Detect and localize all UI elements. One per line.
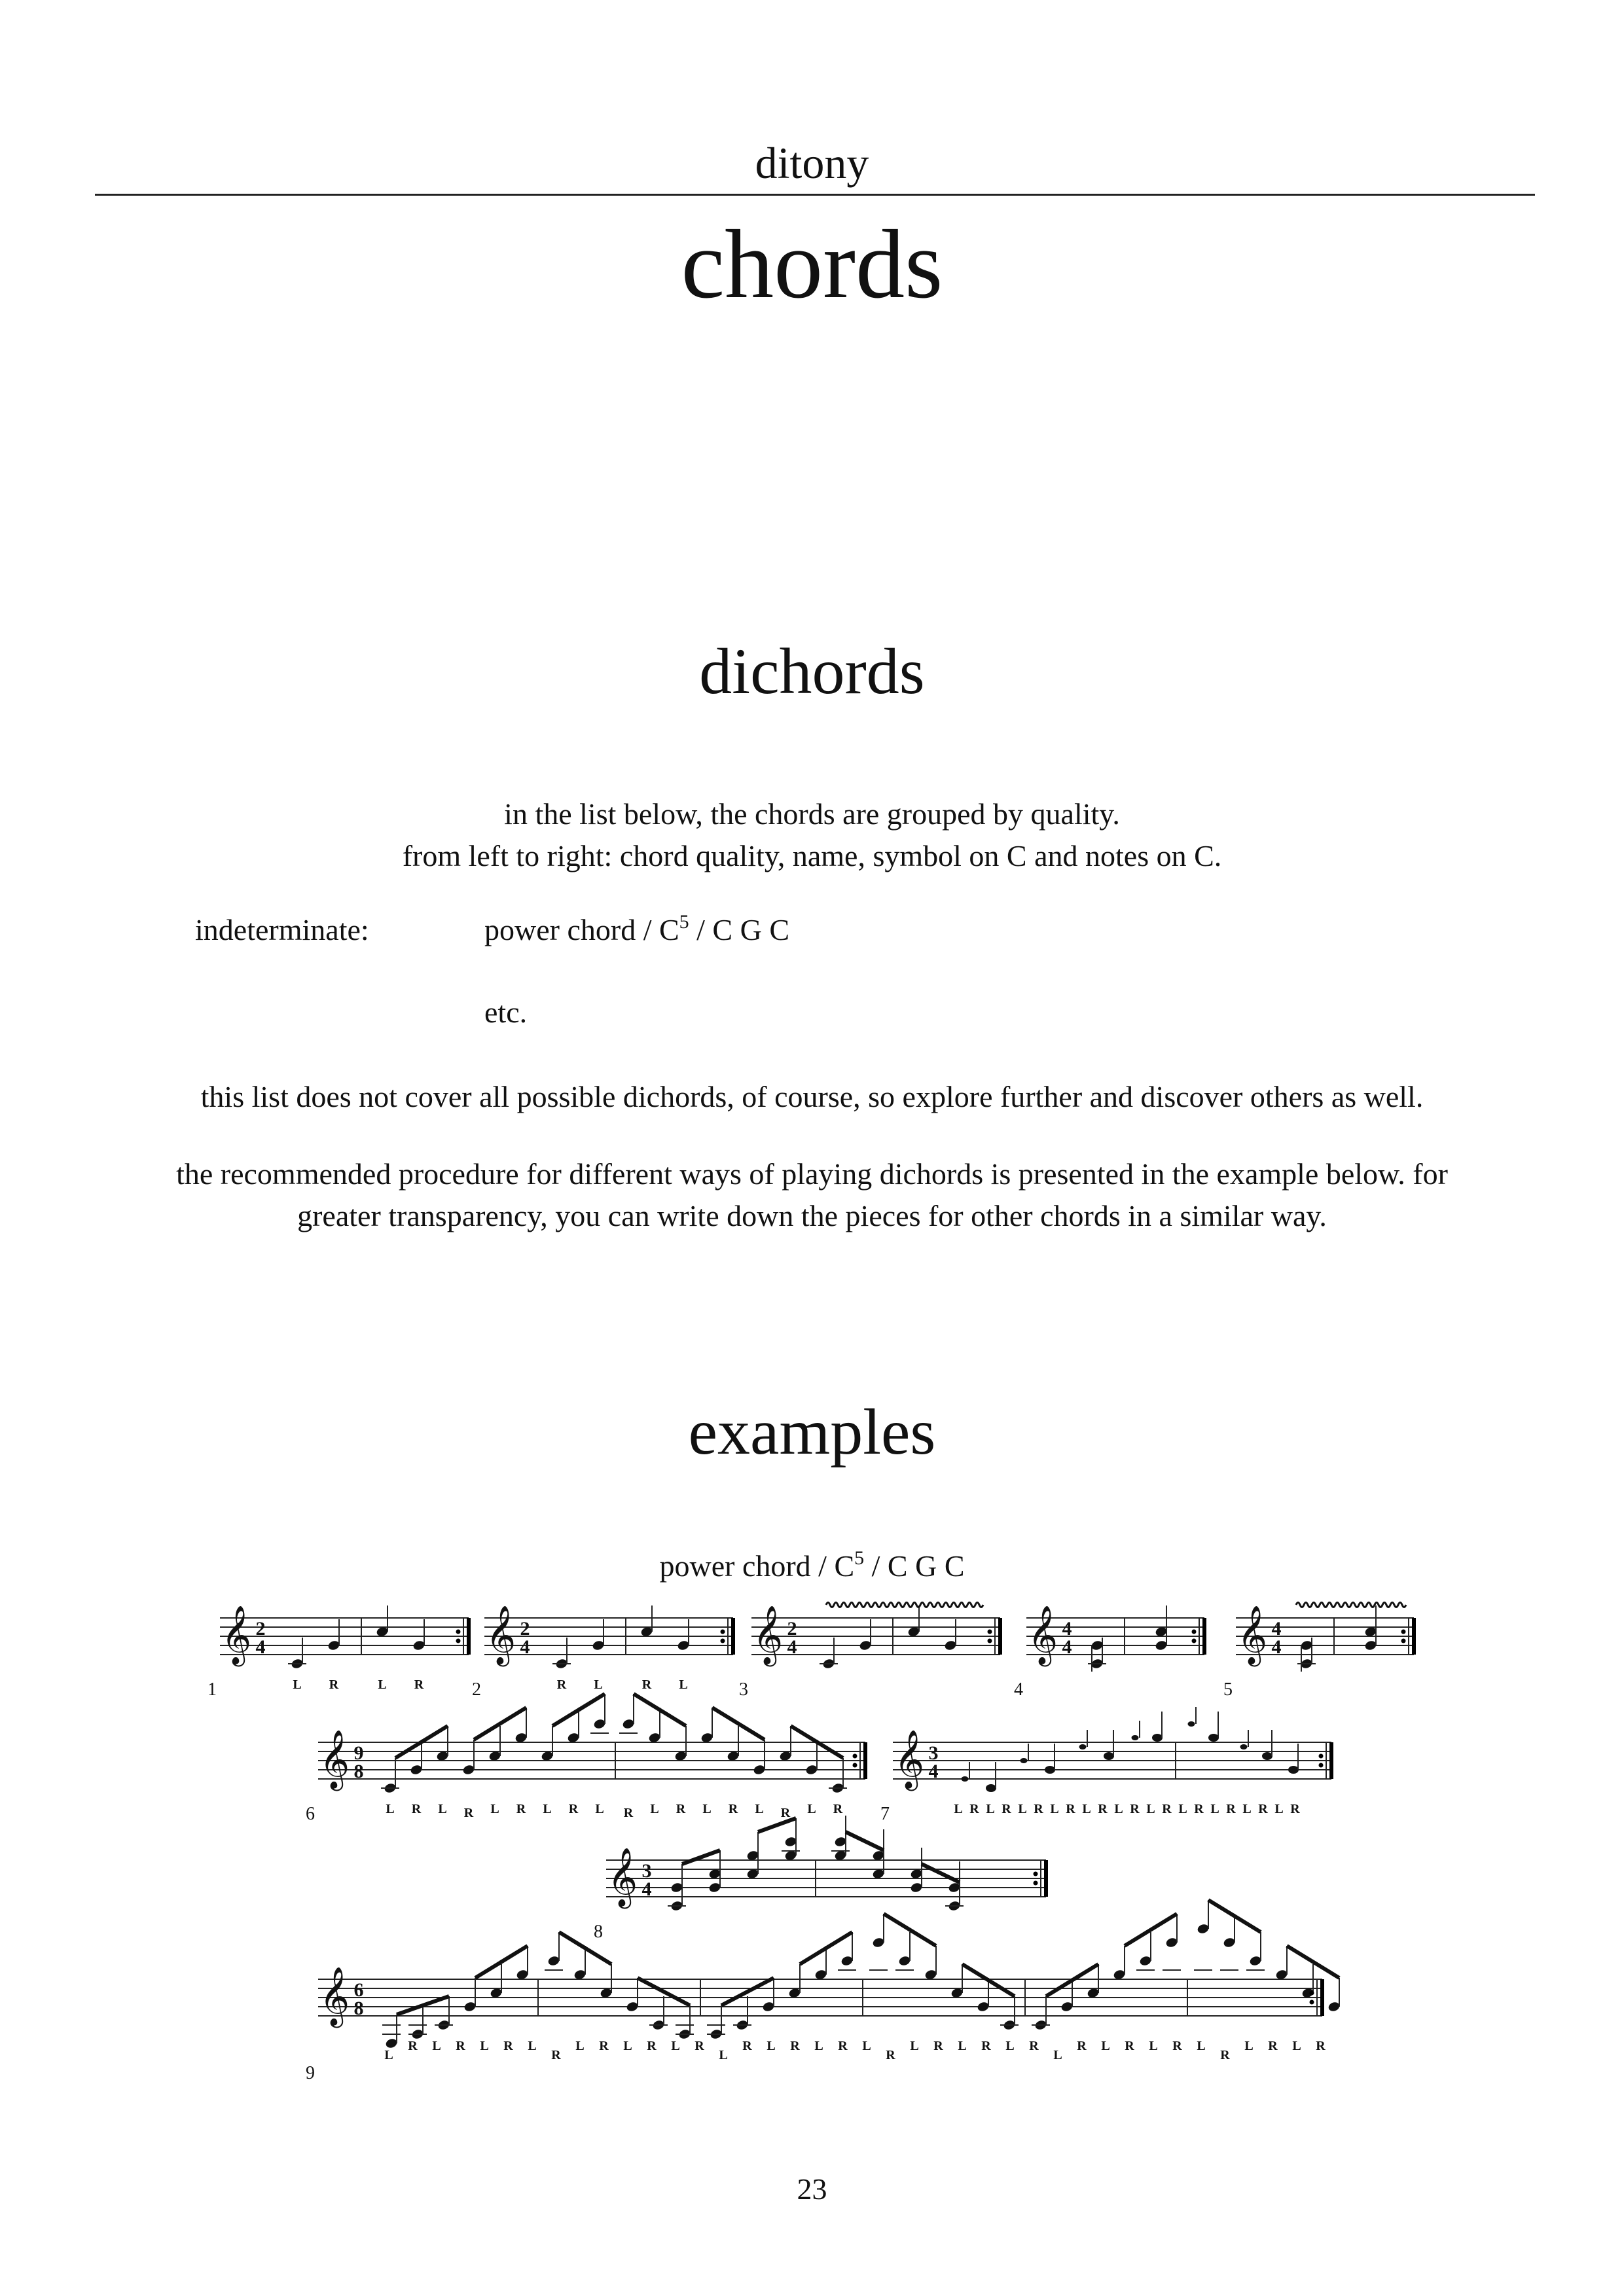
sticking-letter: R [1268, 2039, 1278, 2053]
sticking-letter: L [1005, 2039, 1015, 2053]
example-number: 9 [306, 2063, 315, 2083]
sticking-letter: L [575, 2039, 585, 2053]
chord-name: power chord / C [484, 913, 679, 946]
sticking-letter: L [623, 2039, 632, 2053]
sticking-letter: L [438, 1802, 447, 1816]
chord-quality: indeterminate: [195, 913, 369, 946]
treble-clef-icon: 𝄞 [753, 1605, 784, 1664]
sticking-letter: L [910, 2039, 919, 2053]
sticking-letter: L [386, 1802, 395, 1816]
sticking-letter: R [516, 1802, 526, 1816]
time-signature-bottom: 8 [353, 1998, 364, 2019]
sticking-letter: R [790, 2039, 800, 2053]
time-signature-top: 2 [520, 1618, 530, 1640]
time-signature-bottom: 4 [520, 1636, 530, 1658]
notehead [1208, 1734, 1219, 1742]
intro-line: from left to right: chord quality, name, symbol on C and notes on C. [402, 839, 1222, 872]
grace-note [1079, 1744, 1087, 1749]
sticking-letter: L [862, 2039, 871, 2053]
sticking-letter: R [1098, 1802, 1108, 1816]
sticking-letter: R [329, 1677, 339, 1692]
chord-entry [484, 912, 789, 947]
sticking-letter: R [647, 2039, 657, 2053]
time-signature-top: 3 [641, 1860, 652, 1882]
sticking-letter: R [1077, 2039, 1087, 2053]
sticking-letter: R [568, 1802, 579, 1816]
sticking-letter: L [755, 1802, 764, 1816]
notehead [1045, 1766, 1055, 1774]
time-signature-top: 9 [353, 1742, 364, 1764]
example-number: 5 [1223, 1679, 1233, 1700]
sticking-letter: L [490, 1802, 499, 1816]
etc-text: etc. [484, 996, 528, 1029]
sticking-letter: R [641, 1677, 652, 1692]
time-signature-top: 4 [1271, 1618, 1282, 1640]
sticking-letter: R [676, 1802, 686, 1816]
sticking-letter: R [1130, 1802, 1140, 1816]
sticking-letter: R [1029, 2039, 1039, 2053]
sticking-letter: L [543, 1802, 552, 1816]
procedure-note [0, 1153, 1624, 1237]
sticking-letter: R [1290, 1802, 1300, 1816]
example-number: 2 [472, 1679, 481, 1700]
treble-clef-icon: 𝄞 [894, 1730, 925, 1789]
intro-line: in the list below, the chords are grouped by quality. [504, 797, 1120, 831]
chord-notes: / C G C [689, 913, 790, 946]
sticking-letter: R [742, 2039, 752, 2053]
sticking-letter: R [1220, 2048, 1230, 2062]
example-number: 3 [739, 1679, 748, 1700]
sticking-letter: L [1210, 1802, 1219, 1816]
notehead [1104, 1752, 1114, 1760]
sticking-letter: L [595, 1802, 604, 1816]
example-number: 8 [594, 1922, 603, 1942]
sticking-letter: R [886, 2048, 895, 2062]
notehead [1152, 1734, 1163, 1742]
sticking-letter: R [463, 1806, 474, 1820]
sticking-letter: R [933, 2039, 943, 2053]
sticking-letter: L [954, 1802, 963, 1816]
grace-note [1240, 1744, 1248, 1749]
sticking-letter: L [1114, 1802, 1123, 1816]
header-rule [95, 194, 1535, 196]
sticking-letter: R [728, 1802, 738, 1816]
grace-note [1188, 1721, 1195, 1727]
notehead [1288, 1766, 1299, 1774]
sticking-letter: L [1050, 1802, 1059, 1816]
music-score [0, 1577, 1624, 2166]
sticking-letter: L [807, 1802, 816, 1816]
running-title: ditony [755, 138, 869, 188]
sticking-letter: L [1053, 2048, 1062, 2062]
sticking-letter: R [414, 1677, 424, 1692]
sticking-letter: L [1146, 1802, 1155, 1816]
sticking-letter: R [556, 1677, 567, 1692]
time-signature-bottom: 4 [1062, 1636, 1072, 1658]
treble-clef-icon: 𝄞 [319, 1967, 350, 2026]
caption-notes: / C G C [864, 1549, 965, 1583]
sticking-letter: L [378, 1677, 387, 1692]
sticking-letter: L [1018, 1802, 1027, 1816]
section-heading-examples: examples [688, 1395, 936, 1468]
treble-clef-icon: 𝄞 [486, 1605, 516, 1664]
sticking-letter: L [679, 1677, 688, 1692]
sticking-letter: R [780, 1806, 791, 1820]
sticking-letter: L [293, 1677, 302, 1692]
caption-name: power chord / C [659, 1549, 855, 1583]
example-number: 6 [306, 1804, 315, 1824]
sticking-letter: L [1242, 1802, 1252, 1816]
notehead [1262, 1752, 1272, 1760]
time-signature-bottom: 4 [928, 1761, 939, 1782]
treble-clef-icon: 𝄞 [607, 1848, 638, 1907]
sticking-letter: R [623, 1806, 634, 1820]
tremolo-wavy-line-icon [1296, 1603, 1406, 1607]
sticking-letter: L [1244, 2039, 1254, 2053]
sticking-letter: L [1197, 2039, 1206, 2053]
sticking-letter: R [981, 2039, 991, 2053]
sticking-letter: L [814, 2039, 823, 2053]
sticking-letter: L [432, 2039, 441, 2053]
sticking-letter: L [1082, 1802, 1091, 1816]
procedure-line: the recommended procedure for different ways of playing dichords is presented in the example below. for [176, 1157, 1448, 1191]
beam [682, 1850, 720, 1864]
sticking-letter: R [456, 2039, 465, 2053]
sticking-letter: R [1125, 2039, 1134, 2053]
sticking-letter: R [503, 2039, 513, 2053]
example-number: 1 [208, 1679, 217, 1700]
sticking-letter: R [1066, 1802, 1075, 1816]
sticking-letter: R [1001, 1802, 1011, 1816]
sticking-letter: L [528, 2039, 537, 2053]
sticking-letter: L [1178, 1802, 1187, 1816]
sticking-letter: L [986, 1802, 995, 1816]
treble-clef-icon: 𝄞 [1028, 1605, 1058, 1664]
beam [846, 1832, 884, 1850]
sticking-letter: L [1292, 2039, 1301, 2053]
sticking-letter: R [1316, 2039, 1326, 2053]
section-heading-dichords: dichords [699, 635, 925, 708]
time-signature-bottom: 8 [353, 1761, 364, 1782]
sticking-letter: R [1034, 1802, 1043, 1816]
sticking-letter: R [1194, 1802, 1204, 1816]
time-signature-top: 3 [928, 1742, 939, 1764]
grace-note [962, 1776, 969, 1782]
sticking-letter: L [671, 2039, 680, 2053]
sticking-letter: R [599, 2039, 609, 2053]
sticking-letter: R [1258, 1802, 1268, 1816]
sticking-letter: L [702, 1802, 712, 1816]
grace-note [1132, 1735, 1139, 1740]
treble-clef-icon: 𝄞 [319, 1730, 350, 1789]
sticking-letter: R [838, 2039, 848, 2053]
intro-text [0, 793, 1624, 877]
beam [758, 1818, 796, 1832]
time-signature-top: 6 [353, 1979, 364, 2001]
sticking-letter: L [1274, 1802, 1284, 1816]
time-signature-bottom: 4 [255, 1636, 266, 1658]
sticking-letter: R [1162, 1802, 1172, 1816]
sticking-letter: L [767, 2039, 776, 2053]
sticking-letter: L [384, 2048, 393, 2062]
time-signature-top: 2 [255, 1618, 266, 1640]
time-signature-bottom: 4 [1271, 1636, 1282, 1658]
example-number: 7 [880, 1804, 890, 1824]
coverage-note: this list does not cover all possible dichords, of course, so explore further and discover others as well. [200, 1080, 1424, 1113]
sticking-letter: L [719, 2048, 728, 2062]
sticking-letter: L [1149, 2039, 1158, 2053]
sticking-letter: L [650, 1802, 659, 1816]
sticking-letter: R [1172, 2039, 1182, 2053]
time-signature-top: 2 [787, 1618, 797, 1640]
time-signature-bottom: 4 [787, 1636, 797, 1658]
chord-symbol-superscript: 5 [679, 911, 689, 933]
sticking-letter: R [411, 1802, 422, 1816]
page-number: 23 [797, 2172, 827, 2206]
sticking-letter: R [408, 2039, 418, 2053]
tremolo-wavy-line-icon [826, 1603, 983, 1607]
time-signature-top: 4 [1062, 1618, 1072, 1640]
sticking-letter: R [833, 1802, 843, 1816]
sticking-letter: R [1226, 1802, 1236, 1816]
sticking-letter: L [1101, 2039, 1110, 2053]
sticking-letter: R [969, 1802, 979, 1816]
sticking-letter: L [480, 2039, 489, 2053]
notehead [986, 1784, 996, 1792]
time-signature-bottom: 4 [641, 1878, 652, 1900]
sticking-letter: R [551, 2048, 561, 2062]
grace-note [1020, 1758, 1028, 1763]
example-number: 4 [1014, 1679, 1023, 1700]
sticking-letter: L [594, 1677, 603, 1692]
procedure-line: greater transparency, you can write down the pieces for other chords in a similar way. [297, 1199, 1327, 1232]
sticking-letter: L [958, 2039, 967, 2053]
page-title: chords [681, 210, 943, 319]
treble-clef-icon: 𝄞 [1237, 1605, 1268, 1664]
caption-symbol-superscript: 5 [854, 1547, 865, 1569]
treble-clef-icon: 𝄞 [221, 1605, 252, 1664]
beam [922, 1864, 960, 1882]
sticking-letter: R [695, 2039, 704, 2053]
